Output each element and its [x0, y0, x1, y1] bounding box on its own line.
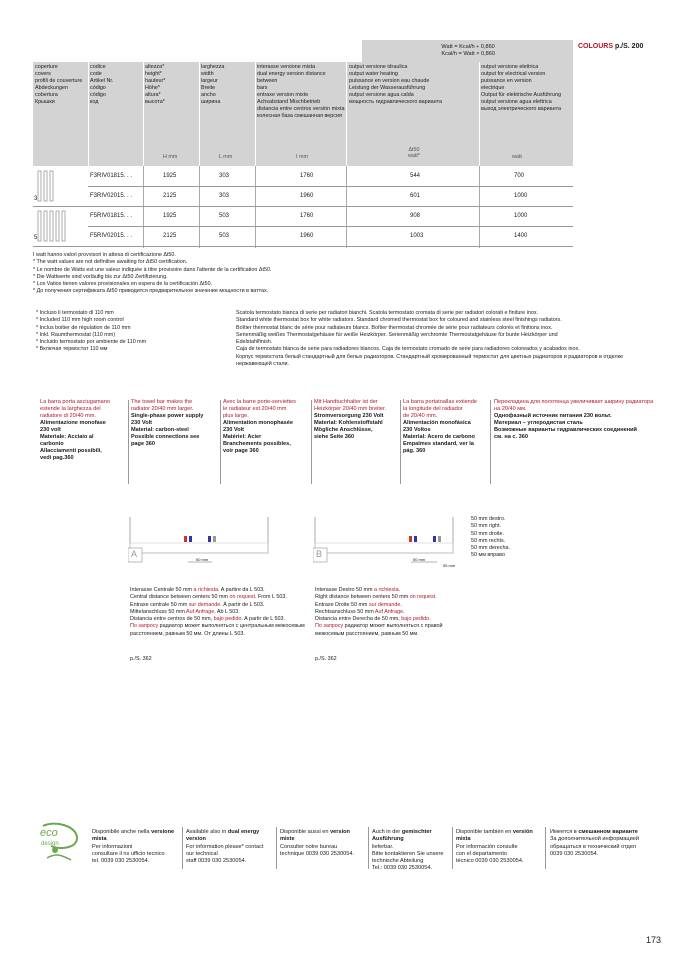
- cell-code: F3RIV02015. . .: [90, 193, 133, 199]
- footer-line: técnico 0039 030 2530054.: [456, 858, 524, 865]
- cell-h: 2125: [163, 233, 177, 239]
- header-line: distancia entre centros versión mixta: [257, 106, 345, 113]
- footer-line: Por información consulte: [456, 843, 518, 850]
- side-label: 50 mm right.: [471, 523, 501, 530]
- cell-i: 1760: [300, 213, 314, 219]
- footer-bold: versión mixta: [456, 829, 533, 843]
- footer-line: Tel.: 0039 030 2530054.: [372, 865, 433, 872]
- towel-bar-lang: [40, 399, 126, 462]
- cell-i: 1960: [300, 193, 314, 199]
- footer-line: [280, 829, 366, 844]
- unit-watt: watt: [512, 154, 522, 160]
- thermostat-line: * Included 110 mm high room control: [36, 317, 124, 324]
- diagram-a-letter: A: [131, 549, 138, 559]
- footer-text: Auch in der: [372, 829, 402, 835]
- unit-l: L mm: [219, 154, 233, 160]
- header-line: мощность гидравлического варианта: [349, 99, 443, 106]
- footer-line: staff 0039 030 2530054.: [186, 858, 247, 865]
- side-label: 50 mm derecha.: [471, 545, 510, 552]
- thermostat-box-line: нержавеющей стали.: [236, 361, 290, 368]
- towel-bar-lang: [223, 399, 309, 455]
- thermostat-box-line: Корпус термостата белый стандартный для белых радиаторов. Стандартный хромированный термостат для цветных радиаторов и радиаторов в отделке: [236, 353, 624, 360]
- text-part: расстоянием, равным 50 мм. От длины L 503.: [130, 630, 245, 637]
- towel-bar-spec: Возможные варианты гидравлических соединений: [494, 426, 637, 433]
- text-part: .: [400, 601, 402, 608]
- text-highlight: sur demande: [368, 601, 401, 608]
- towel-bar-spec: Alimentation monophasée: [223, 419, 293, 426]
- text-part: .: [398, 587, 401, 593]
- cell-we: 1000: [514, 193, 528, 199]
- header-distance: [257, 64, 345, 120]
- towel-bar-spec: Possible connections see: [131, 433, 200, 440]
- text-highlight: Auf Anfrage: [186, 608, 215, 615]
- diagram-text-line: [130, 609, 320, 616]
- header-line: код: [90, 99, 99, 106]
- text-highlight: bajo pedido: [213, 616, 242, 623]
- header-line: hauteur*: [145, 78, 166, 85]
- towel-bar-spec: Material: carbon-steel: [131, 426, 189, 433]
- footer-text: Disponible también en: [456, 829, 513, 835]
- page-ref-b: p./S. 362: [315, 656, 337, 662]
- side-label: 50 mm rechts.: [471, 537, 506, 544]
- page-ref-a: p./S. 362: [130, 656, 152, 662]
- towel-bar-spec: siehe Seite 360: [314, 433, 355, 440]
- footer-line: con el departamento: [456, 850, 507, 857]
- side-label: 50 mm destro.: [471, 516, 506, 522]
- towel-bar-spec: vedi pag.360: [40, 454, 74, 461]
- footer-line: Bitte kontaktieren Sie unsere: [372, 850, 444, 857]
- towel-bar-spec: carbonio: [40, 440, 64, 447]
- towel-bar-spec: Allacciamenti possibili,: [40, 447, 102, 454]
- diagram-text-line: [130, 631, 320, 638]
- header-line: entraxe version mixte: [257, 92, 309, 99]
- towel-bar-spec: Material: Acero de carbono: [403, 433, 475, 440]
- text-part: Distancia entre centros de 50 mm,: [130, 616, 214, 623]
- footnote-line: * The watt values are not definitive awaiting for Δt50 certification.: [33, 259, 188, 266]
- footer-line: consultare il ns ufficio tecnico: [92, 850, 165, 857]
- text-part: радиатор может выполняться с правой: [343, 623, 443, 630]
- text-highlight: bajo pedido: [401, 616, 430, 623]
- text-part: радиатор может выполняться с центральным межосевым: [158, 623, 305, 630]
- diagram-text-line: [130, 623, 320, 630]
- footer-bold: versione mista: [92, 829, 175, 843]
- footnotes: [33, 252, 271, 296]
- header-line: código: [90, 85, 106, 92]
- footer-line: За дополнительной информацией: [550, 836, 639, 843]
- diagram-a-dim: 50 mm: [196, 557, 209, 562]
- towel-bar-note: plus large.: [223, 412, 249, 419]
- thermostat-box-line: Boîtier thermostat blanc de série pour radiateurs blancs. Boîtier thermostat chromée de série pour radiateurs colorés et finitions inox.: [236, 324, 553, 331]
- text-part: Interasse Centrale 50 mm: [130, 587, 194, 593]
- cell-w: 1003: [410, 233, 424, 239]
- header-line: output versione idraulica: [349, 64, 408, 70]
- group-3-label: 3: [34, 196, 38, 202]
- header-line: Abdeckungen: [35, 85, 68, 92]
- footer-line: tel. 0039 030 2530054.: [92, 858, 150, 865]
- header-line: dual energy version distance between: [257, 71, 326, 85]
- cell-code: F3RIV01815. . .: [90, 173, 133, 179]
- diagram-text-line: [315, 602, 505, 609]
- towel-bar-note: Avec la barre porte-serviettes: [223, 399, 296, 405]
- eco-text: eco: [40, 827, 58, 839]
- cell-h: 2125: [163, 193, 177, 199]
- footer-lang: [550, 829, 650, 858]
- thermostat-line: * Inclus boitier de régulation de 110 mm: [36, 324, 131, 331]
- header-line: codice: [90, 64, 106, 70]
- footnote-line: * Le nombre de Watts est une valeur indiquée à titre provisoire dans l'attente de la certification Δt50.: [33, 266, 272, 273]
- header-line: Крышки: [35, 99, 55, 106]
- cell-l: 303: [219, 173, 230, 179]
- header-line: altura*: [145, 92, 161, 99]
- unit-h: H mm: [163, 154, 178, 160]
- cell-code: F5RIV02015. . .: [90, 233, 133, 239]
- text-part: межосевым расстоянием, равным 50 мм.: [315, 630, 419, 637]
- footnote-line: * Die Wattwerte sind vorläufig bis zur Δt50 Zertifizierung.: [33, 273, 168, 280]
- header-line: cobertura: [35, 92, 58, 99]
- text-highlight: on request: [229, 594, 255, 601]
- header-code: [90, 64, 113, 106]
- footer-lang: [456, 829, 544, 865]
- text-part: . A partire da L 503.: [218, 587, 265, 593]
- diagram-b-letter: B: [316, 549, 323, 559]
- header-line: Breite: [201, 85, 216, 92]
- header-line: Höhe*: [145, 85, 160, 92]
- footer-text: Disponibile anche nella: [92, 829, 152, 835]
- diagram-text-line: [130, 594, 320, 601]
- text-part: Right distance between centers 50 mm: [315, 594, 410, 601]
- footer-line: our technical: [186, 850, 218, 857]
- towel-bar-note: la longitude del radiador: [403, 405, 463, 412]
- diagram-b-dim: 50 mm: [413, 557, 426, 562]
- towel-bar-lang: [494, 399, 654, 441]
- footer-line: technique 0039 030 2530054.: [280, 850, 355, 857]
- thermostat-box-line: Standard white thermostat box for white radiators. Standard chromed thermostat box for coloured and stainless steel finishings radiators.: [236, 317, 562, 324]
- cell-w: 601: [410, 193, 421, 199]
- table-header: [33, 62, 573, 166]
- diagram-text-line: [315, 587, 505, 594]
- footer-line: [186, 829, 274, 844]
- watt-conversion-line: Kcal/h = Watt × 0,860: [441, 50, 495, 57]
- text-highlight: a richiesta: [374, 587, 399, 593]
- text-part: . From L 503.: [254, 594, 287, 601]
- text-part: Entraxe Droite 50 mm: [315, 601, 369, 608]
- towel-bar-spec: 230 Volt: [223, 426, 245, 433]
- towel-bar-spec: Branchements possibles,: [223, 440, 291, 447]
- header-line: output for electrical version: [481, 71, 546, 78]
- header-height: [145, 64, 165, 106]
- diagram-text-line: [315, 631, 505, 638]
- towel-bar-spec: voir page 360: [223, 447, 259, 454]
- towel-bar-note: Перекладина для полотенца увеличивает ширину радиатора: [494, 399, 654, 405]
- text-highlight: on request: [409, 594, 436, 601]
- towel-bar-spec: 230 Voltos: [403, 426, 431, 433]
- header-line: code: [90, 71, 102, 78]
- text-part: Interasse Destro 50 mm: [315, 587, 375, 593]
- page-number: 173: [646, 935, 662, 945]
- footer-line: lieferbar.: [372, 843, 394, 850]
- text-part: .: [429, 616, 431, 623]
- diagram-b-text: [315, 587, 505, 638]
- text-part: .: [435, 594, 437, 601]
- footer-line: обращаться в технический отдел: [550, 843, 636, 850]
- cell-we: 700: [514, 173, 525, 179]
- header-water-output: [349, 64, 477, 106]
- towel-bar-note: radiatore di 20/40 mm.: [40, 412, 96, 419]
- header-line: output water heating: [349, 71, 398, 78]
- text-highlight: a richiesta: [193, 587, 219, 593]
- footer-bold: dual energy version: [186, 829, 260, 843]
- thermostat-included: [36, 310, 146, 354]
- towel-bar-spec: 230 volt: [40, 426, 61, 433]
- towel-bar-spec: Materiale: Acciaio al: [40, 433, 94, 440]
- text-part: Central distance between centers 50 mm: [130, 594, 230, 601]
- text-highlight: Auf Anfrage: [374, 608, 404, 615]
- towel-bar-spec: Mögliche Anschlüsse,: [314, 426, 373, 433]
- towel-bar-note: La barra porta asciugamano: [40, 399, 110, 405]
- radiator-3-icon: [36, 170, 56, 202]
- diagram-text-line: [130, 602, 320, 609]
- towel-bar-lang: [314, 399, 400, 441]
- footer-line: 0039 030 2530054.: [550, 850, 599, 857]
- text-part: . À partir de L 503.: [220, 601, 265, 608]
- text-part: Distancia entre Derecha de 50 mm,: [315, 616, 402, 623]
- header-width: [201, 64, 224, 106]
- towel-bar-spec: Alimentación monofásica: [403, 419, 471, 426]
- side-labels: [471, 516, 510, 560]
- text-part: Entraxe centrale 50 mm: [130, 601, 189, 608]
- footnote-line: * До получения сертификата Δt50 приводится предварительное значение мощности в ваттах.: [33, 288, 269, 295]
- towel-bar-spec: pág. 360: [403, 447, 426, 454]
- header-line: puissance en version eau chaude: [349, 78, 430, 85]
- text-part: Mittelanschluss 50 mm: [130, 608, 187, 615]
- towel-bar-spec: Material: Kohlenstoffstahl: [314, 419, 383, 426]
- footnote-line: I watt hanno valori provvisori in attesa di certificazione Δt50.: [33, 252, 176, 258]
- table-row: [88, 186, 573, 207]
- towel-bar-spec: Stromversorgung 230 Volt: [314, 412, 384, 419]
- towel-bar-spec: Материал – углеродистая сталь: [494, 419, 583, 426]
- header-line: output versione elettrica: [481, 64, 539, 70]
- thermostat-line: * Включая термостат 110 мм: [36, 346, 108, 353]
- text-part: .: [403, 608, 405, 615]
- diagram-text-line: [315, 623, 505, 630]
- towel-bar-note: Heizkörper 20/40 mm breiter.: [314, 405, 387, 412]
- text-highlight: sur demande: [188, 601, 221, 608]
- header-line: larghezza: [201, 64, 225, 70]
- thermostat-line: * Incluso il termostato di 110 mm: [36, 310, 114, 316]
- header-line: altezza*: [145, 64, 165, 70]
- watt-conversion-box: [362, 40, 573, 62]
- header-line: Leistung der Wasserausführung: [349, 85, 426, 92]
- unit-dt50: [399, 148, 429, 160]
- header-line: covers: [35, 71, 51, 78]
- dt50-label: Δt50: [408, 147, 420, 153]
- header-line: electrique: [481, 85, 505, 92]
- header-line: колесная база смешанная версия: [257, 113, 342, 120]
- header-line: ширина: [201, 99, 221, 106]
- cell-w: 908: [410, 213, 421, 219]
- thermostat-box-line: Edelstahlfinish.: [236, 339, 273, 346]
- footer-bold: gemischter Ausführung: [372, 829, 432, 843]
- thermostat-box-line: Scatola termostato bianca di serie per radiatori bianchi. Scatola termostato cromata di serie per radiatori colorati e finiture inox.: [236, 310, 539, 316]
- header-line: выход электрического варианта: [481, 106, 562, 113]
- header-electric-output: [481, 64, 571, 113]
- header-line: coperture: [35, 64, 58, 70]
- header-line: interasse versione mista: [257, 64, 316, 70]
- cell-l: 503: [219, 213, 230, 219]
- towel-bar-spec: page 360: [131, 440, 155, 447]
- footer-lang: [92, 829, 180, 865]
- header-line: Artikel Nr.: [90, 78, 114, 85]
- thermostat-box-line: Serienmäßig weißes Thermostatgehäuse für weiße Heizkörper. Serienmäßig verchromte Thermostatgehäuse für bunte Heizkörper und: [236, 331, 558, 338]
- towel-bar-note: radiator 20/40 mm larger.: [131, 405, 194, 412]
- footer-text: Имеется в: [550, 829, 579, 835]
- colours-ref: [578, 43, 643, 51]
- cell-we: 1000: [514, 213, 528, 219]
- header-line: ancho: [201, 92, 216, 99]
- header-line: height*: [145, 71, 162, 78]
- header-line: largeur: [201, 78, 218, 85]
- towel-bar-spec: Empalmes standard, ver la: [403, 440, 474, 447]
- diagram-text-line: [130, 616, 320, 623]
- footer-line: Per informazioni: [92, 843, 133, 850]
- towel-bar-spec: см. на с. 360: [494, 433, 528, 440]
- towel-bar-lang: [403, 399, 489, 455]
- header-coverings: [35, 64, 82, 106]
- footer-line: Consulter notre bureau: [280, 843, 338, 850]
- cell-h: 1925: [163, 173, 177, 179]
- header-line: width: [201, 71, 214, 78]
- colours-label: COLOURS: [578, 43, 613, 50]
- watt-conversion-line: Watt = Kcal/h ÷ 0,860: [441, 44, 495, 50]
- side-label: 50 мм вправо: [471, 552, 505, 559]
- table-row: [88, 166, 573, 187]
- cell-we: 1400: [514, 233, 528, 239]
- text-part: . Ab L 503.: [214, 608, 240, 615]
- text-part: Rechtsanschluss 50 mm: [315, 608, 375, 615]
- header-line: código: [90, 92, 106, 99]
- cell-w: 544: [410, 173, 421, 179]
- towel-bar-note: La barra portatoallas extiende: [403, 399, 478, 405]
- thermostat-line: * Inkl. Raumthermostat (110 mm): [36, 331, 115, 338]
- header-line: puissance en version: [481, 78, 532, 85]
- cell-i: 1760: [300, 173, 314, 179]
- side-label: 50 mm droite.: [471, 530, 504, 537]
- towel-bar-spec: 230 Volt: [131, 419, 153, 426]
- unit-i: I mm: [296, 154, 308, 160]
- towel-bar-note: на 20/40 мм.: [494, 405, 527, 412]
- cell-l: 503: [219, 233, 230, 239]
- cell-i: 1960: [300, 233, 314, 239]
- thermostat-box-note: [236, 310, 656, 368]
- towel-bar-spec: Matériel: Acier: [223, 433, 262, 440]
- towel-bar-spec: Однофазный источник питания 230 вольт.: [494, 412, 612, 419]
- towel-bar-note: Mit Handtuchhalter ist der: [314, 399, 378, 405]
- watt-star-label: watt*: [408, 152, 420, 159]
- towel-bar-note: estende la larghezza del: [40, 405, 101, 412]
- header-line: output versione agua calda: [349, 92, 414, 99]
- footer-lang: [186, 829, 274, 865]
- footer-lang: [372, 829, 450, 873]
- towel-bar-note: le radiateur est 20/40 mm: [223, 405, 287, 412]
- towel-bar-spec: Alimentazione monofase: [40, 419, 106, 426]
- footer-bold: смешанном варианте: [578, 829, 638, 835]
- footer-text: Available also in: [186, 829, 228, 835]
- diagram-text-line: [315, 609, 505, 616]
- header-line: bars: [257, 85, 268, 92]
- diagram-text-line: [315, 594, 505, 601]
- footer-bold: version mixte: [280, 829, 350, 843]
- footnote-line: * Los Vatios tienen valores provisionales en espera de la certificación Δt50.: [33, 281, 213, 288]
- table-row: [88, 226, 573, 247]
- diagram-text-line: [130, 587, 320, 594]
- footer-line: technische Abteilung: [372, 858, 424, 865]
- cell-h: 1925: [163, 213, 177, 219]
- towel-bar-note: de 20/40 mm.: [403, 412, 438, 419]
- header-line: Output für elektrische Ausführung: [481, 92, 562, 99]
- diagram-a: [128, 515, 278, 575]
- group-5-label: 5: [34, 235, 38, 241]
- colours-page: p./S. 200: [614, 43, 644, 50]
- footer-line: For information please* contact: [186, 843, 264, 850]
- text-part: . A partir de L 503.: [241, 616, 286, 623]
- table-row: [88, 206, 573, 227]
- footer-text: Disponible aussi en: [280, 829, 331, 835]
- header-line: высота*: [145, 99, 165, 106]
- thermostat-box-line: Caja de termostato blanca de serie para radiadores blancos. Caja de termostato cromado de serie para radiadores coloreados y acabados inox.: [236, 346, 580, 353]
- footer-line: [92, 829, 180, 844]
- text-highlight: По запросу: [315, 623, 344, 630]
- header-line: profili de couverture: [35, 78, 83, 85]
- footer-line: [456, 829, 544, 844]
- header-line: output versione agua elettrica: [481, 99, 552, 106]
- towel-bar-note: The towel bar makes the: [131, 399, 193, 405]
- cell-code: F5RIV01815. . .: [90, 213, 133, 219]
- towel-bar-spec: Single-phase power supply: [131, 412, 204, 419]
- text-highlight: По запросу: [130, 623, 159, 630]
- design-text: design: [41, 841, 59, 847]
- header-line: Achsabstand Mischbetrieb: [257, 99, 321, 106]
- diagram-b-dim2: 55 mm: [443, 563, 456, 568]
- thermostat-line: * Incluido termostato por ambiente de 110 mm: [36, 339, 147, 346]
- radiator-5-icon: [36, 210, 88, 242]
- footer-line: [372, 829, 450, 844]
- towel-bar-lang: [131, 399, 217, 448]
- cell-l: 303: [219, 193, 230, 199]
- footer-lang: [280, 829, 366, 858]
- diagram-a-text: [130, 587, 320, 638]
